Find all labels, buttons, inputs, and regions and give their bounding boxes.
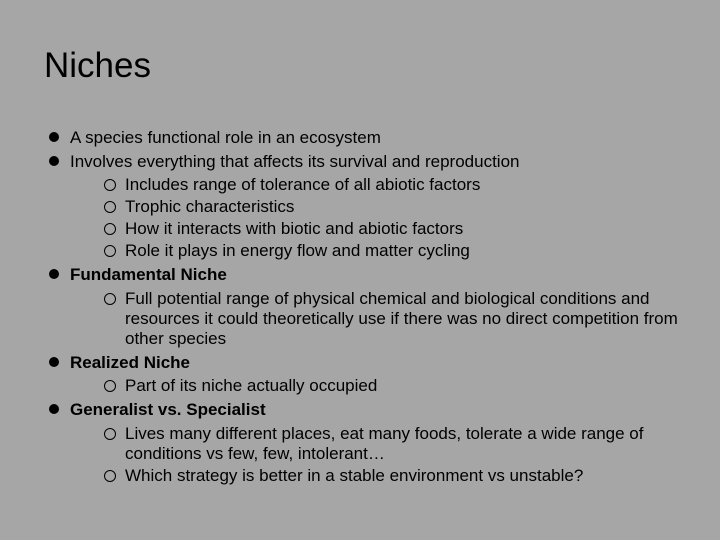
bullet-ring-icon	[104, 245, 116, 257]
bullet-ring-icon	[104, 470, 116, 482]
bullet-item	[48, 150, 708, 262]
sub-bullet-item	[70, 175, 708, 195]
bullet-dot-icon	[49, 269, 59, 279]
bullet-dot-icon	[49, 132, 59, 142]
sub-bullet-item	[70, 376, 708, 396]
sub-bullet-item	[70, 424, 708, 464]
sub-bullet-text: Includes range of tolerance of all abiotic factors	[125, 175, 481, 194]
sub-bullet-item	[70, 466, 708, 486]
sub-bullet-item	[70, 197, 708, 217]
slide-title: Niches	[44, 46, 151, 85]
bullet-text: Involves everything that affects its survival and reproduction	[70, 151, 520, 171]
bullet-text: Realized Niche	[70, 352, 190, 372]
bullet-item	[48, 351, 708, 397]
sub-bullet-item	[70, 241, 708, 261]
sub-bullet-list	[70, 376, 708, 396]
sub-bullet-text: Which strategy is better in a stable environment vs unstable?	[125, 465, 584, 485]
bullet-ring-icon	[104, 293, 116, 305]
sub-bullet-text: Trophic characteristics	[125, 197, 295, 216]
bullet-ring-icon	[104, 179, 116, 191]
bullet-item	[48, 126, 708, 150]
sub-bullet-item	[70, 289, 708, 349]
bullet-text: Generalist vs. Specialist	[70, 400, 266, 419]
sub-bullet-text: Full potential range of physical chemical and biological conditions and resources it could theoretically use if there was no direct competition from other species	[125, 288, 678, 348]
bullet-item	[48, 263, 708, 349]
bullet-item	[48, 398, 708, 486]
bullet-ring-icon	[104, 380, 116, 392]
sub-bullet-list	[70, 289, 708, 349]
sub-bullet-text: How it interacts with biotic and abiotic factors	[125, 219, 464, 238]
bullet-text: A species functional role in an ecosystem	[70, 128, 381, 147]
bullet-ring-icon	[104, 428, 116, 440]
bullet-text: Fundamental Niche	[70, 265, 227, 284]
sub-bullet-text: Part of its niche actually occupied	[125, 376, 378, 395]
sub-bullet-item	[70, 219, 708, 239]
bullet-ring-icon	[104, 201, 116, 213]
sub-bullet-list	[70, 175, 708, 261]
bullet-dot-icon	[49, 156, 59, 166]
bullet-dot-icon	[49, 357, 59, 367]
bullet-ring-icon	[104, 223, 116, 235]
bullet-dot-icon	[49, 404, 59, 414]
sub-bullet-text: Lives many different places, eat many foods, tolerate a wide range of conditions vs few, few, intolerant…	[125, 423, 644, 463]
bullet-list	[48, 126, 708, 488]
sub-bullet-list	[70, 424, 708, 486]
sub-bullet-text: Role it plays in energy flow and matter cycling	[125, 241, 470, 260]
